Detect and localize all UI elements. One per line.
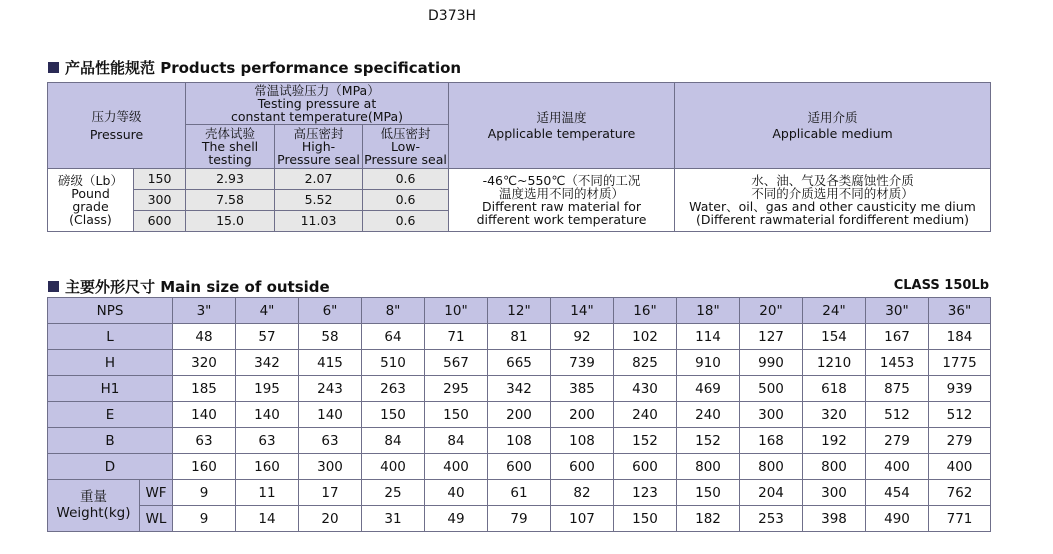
weight-value: 490 [866,506,929,532]
dimension-value: 168 [740,428,803,454]
dimension-label: H [48,350,173,376]
square-bullet-icon [48,281,59,292]
dimension-value: 279 [866,428,929,454]
dimension-value: 400 [866,454,929,480]
dimension-value: 320 [803,402,866,428]
weight-type-label: WL [140,506,173,532]
grade-value: 600 [134,211,186,232]
nps-size-cell: 8" [362,298,425,324]
weight-label [48,480,140,532]
size-table [47,297,991,532]
dimension-value: 910 [677,350,740,376]
size-section-title [48,276,330,297]
table-row [48,428,991,454]
weight-label-en: Weight(kg) [56,504,131,521]
dimension-value: 150 [362,402,425,428]
dimension-value: 600 [614,454,677,480]
dimension-value: 64 [362,324,425,350]
dimension-value: 127 [740,324,803,350]
weight-value: 771 [929,506,991,532]
weight-value: 49 [425,506,488,532]
dimension-value: 152 [614,428,677,454]
dimension-value: 84 [425,428,488,454]
table-row [48,350,991,376]
weight-value: 79 [488,506,551,532]
dimension-value: 160 [236,454,299,480]
dimension-value: 192 [803,428,866,454]
weight-type-label: WF [140,480,173,506]
dimension-value: 263 [362,376,425,402]
weight-value: 762 [929,480,991,506]
dimension-value: 939 [929,376,991,402]
nps-row [48,298,991,324]
pound-grade-label: 磅级（Lb） Pound grade (Class) [48,169,134,232]
dimension-value: 825 [614,350,677,376]
dimension-value: 114 [677,324,740,350]
dimension-value: 618 [803,376,866,402]
dimension-value: 240 [614,402,677,428]
dimension-label: D [48,454,173,480]
nps-size-cell: 4" [236,298,299,324]
weight-value: 25 [362,480,425,506]
performance-section-title [48,57,461,78]
model-code: D373H [428,8,477,24]
dimension-value: 84 [362,428,425,454]
dimension-value: 400 [425,454,488,480]
dimension-value: 300 [740,402,803,428]
shell-value: 15.0 [186,211,275,232]
weight-value: 107 [551,506,614,532]
dimension-value: 102 [614,324,677,350]
dimension-value: 140 [236,402,299,428]
test-pressure-header: 常温试验压力（MPa） Testing pressure at constant temperature(MPa) [186,83,449,125]
temperature-header: 适用温度 Applicable temperature [449,83,675,169]
weight-row [48,506,991,532]
dimension-value: 469 [677,376,740,402]
high-pressure-seal-header: 高压密封 High- Pressure seal [275,125,363,169]
dimension-value: 567 [425,350,488,376]
dimension-value: 415 [299,350,362,376]
dimension-value: 1210 [803,350,866,376]
weight-value: 454 [866,480,929,506]
dimension-value: 510 [362,350,425,376]
dimension-value: 195 [236,376,299,402]
dimension-value: 600 [551,454,614,480]
low-pressure-value: 0.6 [363,211,449,232]
weight-value: 150 [677,480,740,506]
nps-size-cell: 3" [173,298,236,324]
low-pressure-value: 0.6 [363,190,449,211]
dimension-value: 512 [929,402,991,428]
weight-value: 9 [173,480,236,506]
shell-value: 2.93 [186,169,275,190]
nps-size-cell: 10" [425,298,488,324]
grade-value: 300 [134,190,186,211]
dimension-value: 295 [425,376,488,402]
weight-value: 123 [614,480,677,506]
weight-value: 150 [614,506,677,532]
nps-size-cell: 30" [866,298,929,324]
weight-value: 11 [236,480,299,506]
nps-size-cell: 16" [614,298,677,324]
performance-title-text: 产品性能规范 Products performance specification [65,59,462,77]
dimension-value: 320 [173,350,236,376]
dimension-value: 108 [488,428,551,454]
weight-value: 9 [173,506,236,532]
dimension-value: 300 [299,454,362,480]
dimension-value: 240 [677,402,740,428]
nps-size-cell: 24" [803,298,866,324]
nps-size-cell: 14" [551,298,614,324]
dimension-value: 342 [236,350,299,376]
low-pressure-seal-header: 低压密封 Low- Pressure seal [364,125,447,168]
dimension-value: 512 [866,402,929,428]
dimension-value: 63 [173,428,236,454]
weight-value: 31 [362,506,425,532]
dimension-value: 875 [866,376,929,402]
nps-size-cell: 36" [929,298,991,324]
dimension-value: 150 [425,402,488,428]
dimension-value: 140 [299,402,362,428]
dimension-value: 279 [929,428,991,454]
dimension-value: 243 [299,376,362,402]
weight-value: 182 [677,506,740,532]
dimension-value: 739 [551,350,614,376]
size-title-text: 主要外形尺寸 Main size of outside [65,278,330,296]
table-row [48,376,991,402]
dimension-value: 108 [551,428,614,454]
high-pressure-value: 11.03 [275,211,363,232]
nps-size-cell: 20" [740,298,803,324]
dimension-value: 71 [425,324,488,350]
medium-cell: 水、油、气及各类腐蚀性介质 不同的介质选用不同的材质） Water、oil、gas and other causticity me dium (Different rawmaterial fordifferent medium) [675,169,991,232]
dimension-value: 800 [803,454,866,480]
dimension-value: 400 [929,454,991,480]
dimension-value: 500 [740,376,803,402]
dimension-value: 185 [173,376,236,402]
high-pressure-value: 5.52 [275,190,363,211]
dimension-value: 342 [488,376,551,402]
shell-value: 7.58 [186,190,275,211]
dimension-value: 200 [551,402,614,428]
dimension-value: 154 [803,324,866,350]
weight-value: 40 [425,480,488,506]
dimension-value: 600 [488,454,551,480]
square-bullet-icon [48,62,59,73]
dimension-value: 800 [740,454,803,480]
dimension-value: 1775 [929,350,991,376]
dimension-value: 990 [740,350,803,376]
dimension-value: 200 [488,402,551,428]
weight-value: 300 [803,480,866,506]
dimension-value: 92 [551,324,614,350]
dimension-value: 800 [677,454,740,480]
table-row [48,402,991,428]
weight-value: 204 [740,480,803,506]
dimension-label: L [48,324,173,350]
weight-value: 253 [740,506,803,532]
nps-label: NPS [48,298,173,324]
weight-value: 20 [299,506,362,532]
dimension-value: 63 [299,428,362,454]
dimension-value: 58 [299,324,362,350]
dimension-value: 140 [173,402,236,428]
pressure-grade-header: 压力等级 Pressure [48,83,186,169]
dimension-value: 160 [173,454,236,480]
dimension-value: 167 [866,324,929,350]
nps-size-cell: 6" [299,298,362,324]
grade-value: 150 [134,169,186,190]
dimension-value: 57 [236,324,299,350]
dimension-label: E [48,402,173,428]
weight-value: 398 [803,506,866,532]
weight-value: 82 [551,480,614,506]
dimension-value: 665 [488,350,551,376]
medium-header: 适用介质 Applicable medium [675,83,991,169]
weight-value: 14 [236,506,299,532]
weight-label-zh: 重量 [80,488,107,505]
weight-value: 61 [488,480,551,506]
dimension-value: 81 [488,324,551,350]
high-pressure-value: 2.07 [275,169,363,190]
low-pressure-value: 0.6 [363,169,449,190]
dimension-value: 152 [677,428,740,454]
table-row [48,454,991,480]
dimension-value: 1453 [866,350,929,376]
dimension-label: H1 [48,376,173,402]
dimension-value: 400 [362,454,425,480]
nps-size-cell: 12" [488,298,551,324]
class-label: CLASS 150Lb [893,278,989,293]
shell-test-header: 壳体试验 The shell testing [186,125,275,169]
dimension-value: 63 [236,428,299,454]
dimension-label: B [48,428,173,454]
temperature-cell: -46℃~550℃（不同的工况 温度选用不同的材质） Different raw material for different work temperature [449,169,675,232]
dimension-value: 48 [173,324,236,350]
table-row [48,324,991,350]
weight-value: 17 [299,480,362,506]
nps-size-cell: 18" [677,298,740,324]
dimension-value: 385 [551,376,614,402]
weight-row [48,480,991,506]
dimension-value: 430 [614,376,677,402]
dimension-value: 184 [929,324,991,350]
performance-table [47,82,991,232]
